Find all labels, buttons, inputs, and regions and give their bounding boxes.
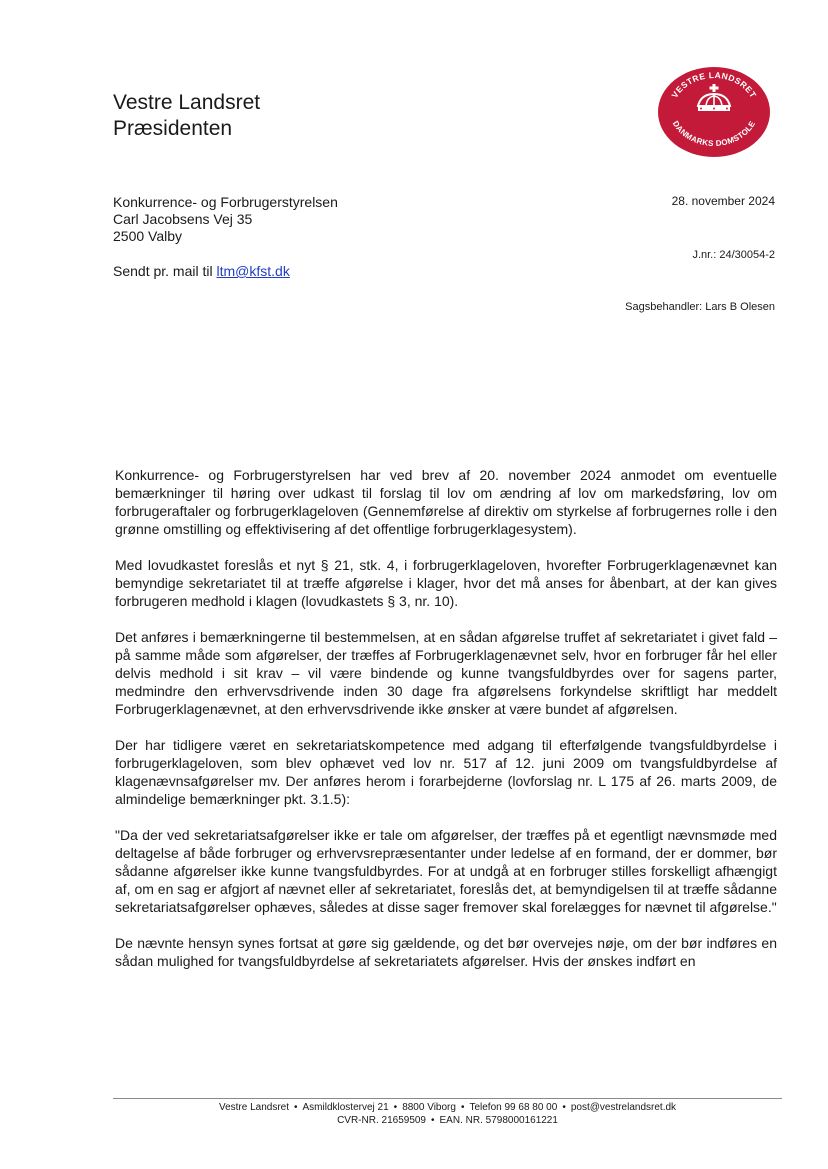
footer-ean: EAN. NR. 5798000161221 xyxy=(439,1115,558,1126)
footer-separator: • xyxy=(393,1102,398,1113)
recipient-city: 2500 Valby xyxy=(113,228,183,244)
sent-prefix: Sendt pr. mail til xyxy=(113,263,217,279)
paragraph: De nævnte hensyn synes fortsat at gøre sig gældende, og det bør overvejes nøje, om der bør indføres en sådan mulighed for tvangsfuldbyrdelse af sekretariatets afgørelser. Hvis der ønskes indført en xyxy=(115,935,777,969)
court-seal-logo xyxy=(657,66,771,158)
footer-phone: Telefon 99 68 80 00 xyxy=(469,1102,558,1113)
letterhead xyxy=(113,90,260,142)
footer-separator: • xyxy=(294,1102,298,1113)
paragraph: Med lovudkastet foreslås et nyt § 21, stk. 4, i forbrugerklageloven, hvorefter Forbrugerklagenævnet kan bemyndige sekretariatet til at træffe afgørelse i klager, hvor det må anses for åbenbart, at der kan gives forbrugeren medhold i klagen (lovudkastets § 3, nr. 10). xyxy=(115,557,777,609)
recipient-name: Konkurrence- og Forbrugerstyrelsen xyxy=(113,194,338,210)
journal-number: J.nr.: 24/30054-2 xyxy=(692,249,775,261)
paragraph: Det anføres i bemærkningerne til bestemmelsen, at en sådan afgørelse truffet af sekretariatet i givet fald – på samme måde som afgørelser, der træffes af Forbrugerklagenævnet selv, hvor en forbruger får hel eller delvis medhold i sit krav – vil være bindende og kunne tvangsfuldbyrdes over for sagens parter, medmindre den erhvervsdrivende inden 30 dage fra afgørelsens forkyndelse skriftligt har meddelt Forbrugerklagenævnet, at den erhvervsdrivende ikke ønsker at være bundet af afgørelsen. xyxy=(115,629,777,717)
recipient-street: Carl Jacobsens Vej 35 xyxy=(113,211,253,227)
footer-separator: • xyxy=(460,1102,465,1113)
footer-court: Vestre Landsret xyxy=(218,1102,289,1113)
quote-paragraph: "Da der ved sekretariatsafgørelser ikke er tale om afgørelser, der træffes på et egentligt nævnsmøde med deltagelse af både forbruger og erhvervsrepræsentanter under ledelse af en formand, der er dommer, bør sådanne afgørelser ikke kunne tvangsfuldbyrdes. For at undgå at en forbruger stilles forskelligt afhængigt af, om en sag er afgjort af nævnet eller af sekretariatet, foreslås det, at bemyndigelsen til at træffe sådanne sekretariatsafgørelser ophæves, således at disse sager fremover skal forelægges for nævnet til afgørelse." xyxy=(115,827,777,915)
footer-separator: • xyxy=(562,1102,566,1113)
sent-line xyxy=(113,263,290,279)
footer-divider xyxy=(113,1098,782,1099)
letter-date: 28. november 2024 xyxy=(671,194,775,208)
footer xyxy=(113,1101,782,1127)
paragraph: Konkurrence- og Forbrugerstyrelsen har ved brev af 20. november 2024 anmodet om eventuelle bemærkninger til høring over udkast til forslag til lov om ændring af lov om markedsføring, lov om forbrugeraftaler og forbrugerklageloven (Gennemførelse af direktiv om styrkelse af forbrugernes rolle i den grønne omstilling og effektivisering af det offentlige forbrugerklagesystem). xyxy=(115,467,777,537)
recipient-address xyxy=(113,194,338,245)
footer-separator: • xyxy=(431,1115,435,1126)
seal-bottom-text: DANMARKS DOMSTOLE xyxy=(670,119,758,149)
email-link[interactable]: ltm@kfst.dk xyxy=(216,263,290,279)
seal-top-text: VESTRE LANDSRET xyxy=(669,69,759,100)
footer-line-1 xyxy=(113,1101,782,1114)
footer-line-2 xyxy=(113,1114,782,1127)
footer-city: 8800 Viborg xyxy=(402,1102,456,1113)
court-name: Vestre Landsret xyxy=(113,91,261,114)
footer-address: Asmildklostervej 21 xyxy=(302,1102,389,1113)
paragraph: Der har tidligere været en sekretariatskompetence med adgang til efterfølgende tvangsfuldbyrdelse i forbrugerklageloven, som blev ophævet ved lov nr. 517 af 12. juni 2009 om tvangsfuldbyrdelse af klagenævnsafgørelser mv. Der anføres herom i forarbejderne (lovforslag nr. L 175 af 26. marts 2009, de almindelige bemærkninger pkt. 3.1.5): xyxy=(115,737,777,807)
footer-cvr: CVR-NR. 21659509 xyxy=(337,1115,426,1126)
case-handler: Sagsbehandler: Lars B Olesen xyxy=(625,301,775,313)
letter-body xyxy=(115,466,777,988)
footer-email: post@vestrelandsret.dk xyxy=(570,1102,677,1113)
office-name: Præsidenten xyxy=(113,117,233,140)
